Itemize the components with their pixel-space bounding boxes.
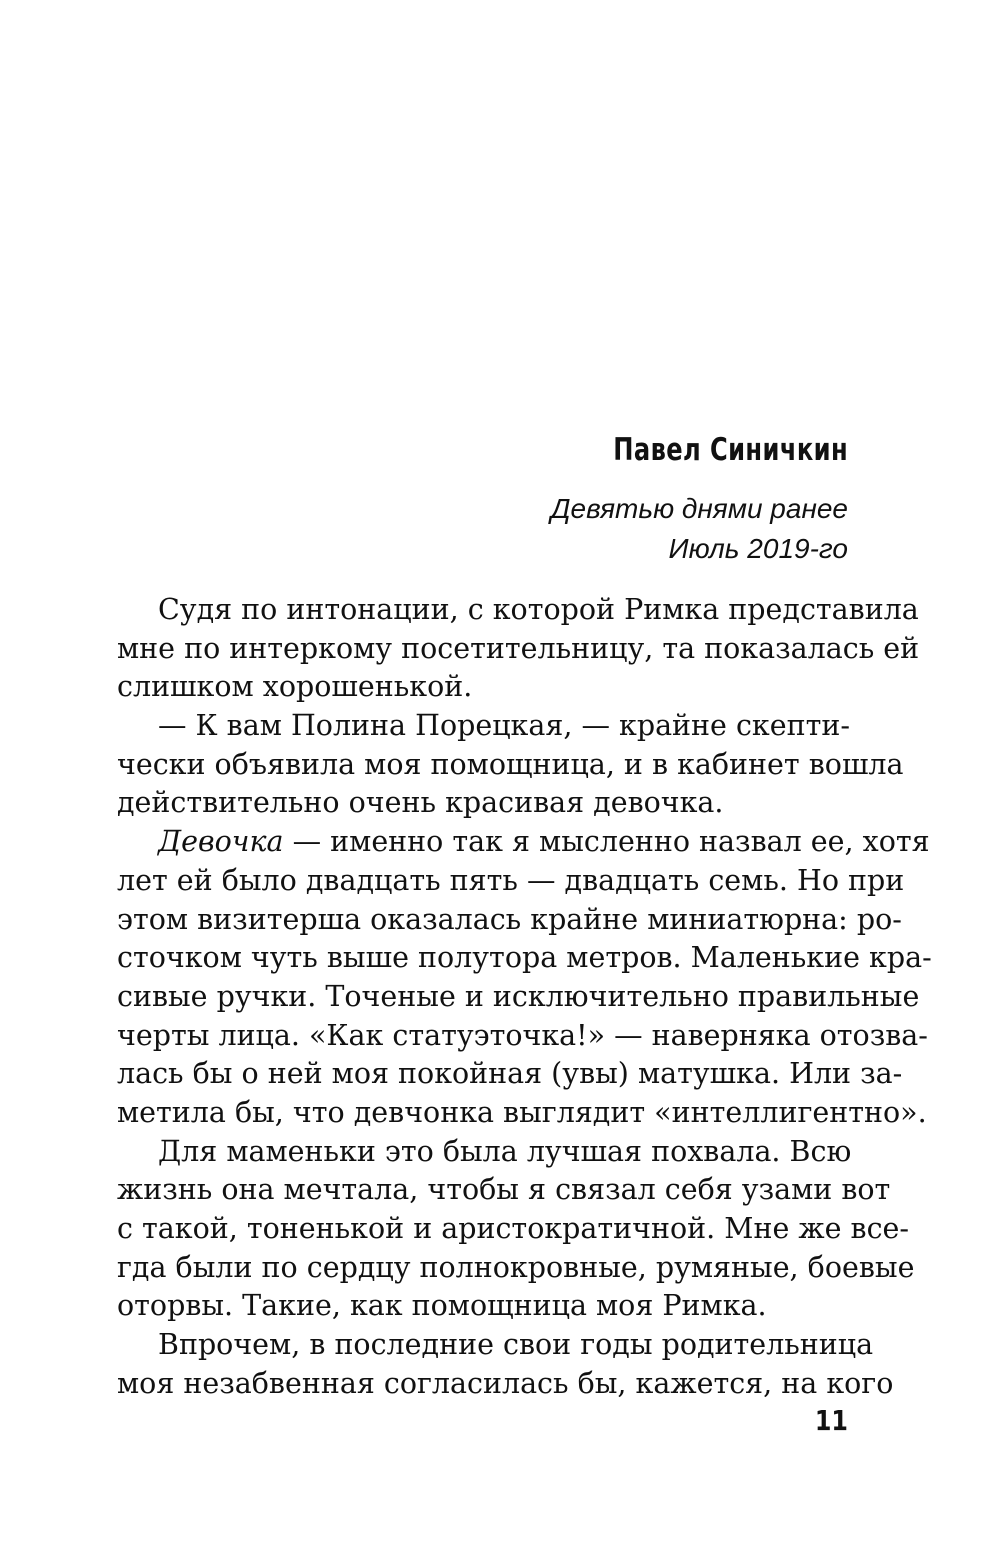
text-line: слишком хорошенькой.	[117, 670, 473, 704]
text-line: Для маменьки это была лучшая похвала. Всю	[158, 1134, 852, 1168]
text-line: — К вам Полина Порецкая, — крайне скепти-	[158, 709, 851, 743]
text-line: с такой, тоненькой и аристократичной. Мне же все-	[117, 1212, 910, 1245]
chapter-subtitle-time: Девятью днями ранее	[550, 493, 848, 524]
text-line	[117, 823, 930, 862]
text-line: лась бы о ней моя покойная (увы) матушка. Или за-	[117, 1057, 903, 1091]
text-line-rest: — именно так я мысленно назвал ее, хотя	[283, 825, 930, 859]
text-line: жизнь она мечтала, чтобы я связал себя узами вот	[117, 1173, 891, 1207]
text-line: метила бы, что девчонка выглядит «интеллигентно».	[117, 1095, 927, 1129]
text-line: чески объявила моя помощница, и в кабинет вошла	[117, 747, 904, 781]
text-line: гда были по сердцу полнокровные, румяные, боевые	[117, 1250, 915, 1284]
chapter-subtitle-date: Июль 2019-го	[668, 533, 848, 564]
text-line: сточком чуть выше полутора метров. Маленькие кра-	[117, 941, 932, 975]
text-line: моя незабвенная согласилась бы, кажется, на кого	[117, 1366, 894, 1400]
chapter-heading: Павел Синичкин	[613, 432, 848, 468]
text-line: черты лица. «Как статуэточка!» — наверняка отозва-	[117, 1018, 928, 1052]
text-line: мне по интеркому посетительницу, та показалась ей	[117, 631, 920, 665]
text-line: сивые ручки. Точеные и исключительно правильные	[117, 979, 920, 1013]
text-line: оторвы. Такие, как помощница моя Римка.	[117, 1289, 767, 1323]
book-page	[117, 0, 932, 1562]
body-text	[117, 591, 932, 1403]
text-line: Судя по интонации, с которой Римка представила	[158, 593, 919, 626]
text-line: лет ей было двадцать пять — двадцать семь. Но при	[117, 863, 905, 897]
text-line: действительно очень красивая девочка.	[117, 786, 724, 820]
italic-word: Девочка	[158, 825, 284, 859]
text-line: этом визитерша оказалась крайне миниатюрна: ро-	[117, 902, 902, 936]
page-number: 11	[814, 1404, 848, 1437]
text-line: Впрочем, в последние свои годы родительница	[158, 1328, 874, 1362]
